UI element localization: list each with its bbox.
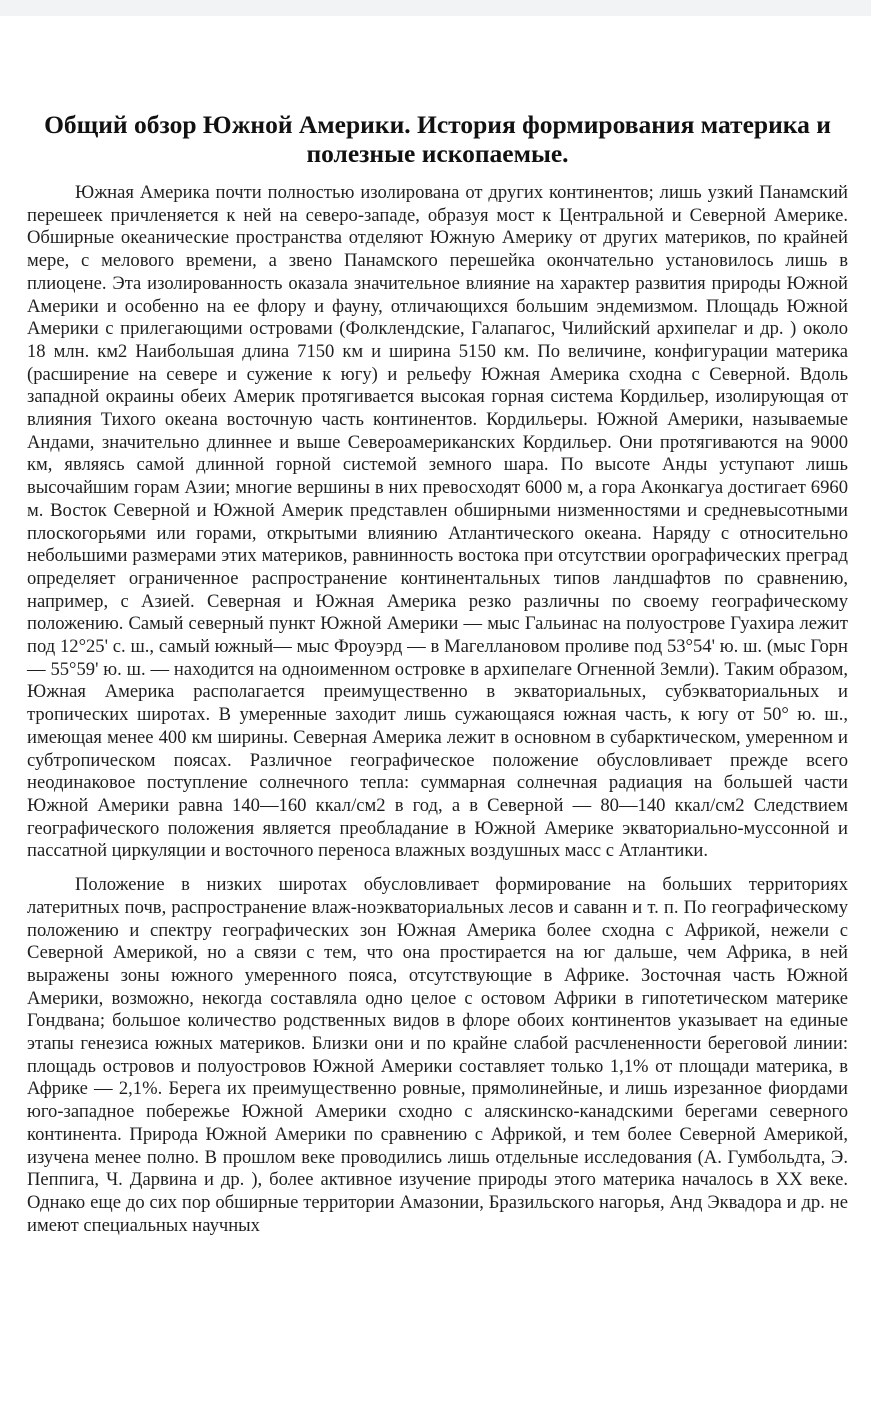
paragraph-1: Южная Америка почти полностью изолирована от других континентов; лишь узкий Панамский перешеек причленяется к ней на северо-западе, образуя мост к Центральной и Северной Америке. Обширные океанические пространства отделяют Южную Америку от других материков, по крайней мере, с мелового времени, а звено Панамского перешейка окончательно установилось лишь в плиоцене. Эта изолированность оказала значительное влияние на характер развития природы Южной Америки и особенно на ее флору и фауну, отличающихся большим эндемизмом. Площадь Южной Америки с прилегающими островами (Фолклендские, Галапагос, Чилийский архипелаг и др. ) около 18 млн. км2 Наибольшая длина 7150 км и ширина 5150 км. По величине, конфигурации материка (расширение на севере и сужение к югу) и рельефу Южная Америка сходна с Северной. Вдоль западной окраины обеих Америк протягивается высокая горная система Кордильер, изолирующая от влияния Тихого океана восточную часть континентов. Кордильеры. Южной Америки, называемые Андами, значительно длиннее и выше Североамериканских Кордильер. Они протягиваются на 9000 км, являясь самой длинной горной системой земного шара. По высоте Анды уступают лишь высочайшим горам Азии; многие вершины в них превосходят 6000 м, а гора Аконкагуа достигает 6960 м. Восток Северной и Южной Америк представлен обширными низменностями и средневысотными плоскогорьями или горами, открытыми влиянию Атлантического океана. Наряду с относительно небольшими размерами этих материков, равнинность востока при отсутствии орографических преград определяет ограниченное распространение континентальных типов ландшафтов по сравнению, например, с Азией. Северная и Южная Америка резко различны по своему географическому положению. Самый северный пункт Южной Америки — мыс Гальинас на полуострове Гуахира лежит под 12°25' с. ш., самый южный— мыс Фроуэрд — в Магеллановом проливе под 53°54' ю. ш. (мыс Горн — 55°59' ю. ш. — находится на одноименном островке в архипелаге Огненной Земли). Таким образом, Южная Америка располагается преимущественно в экваториальных, субэкваториальных и тропических широтах. В умеренные заходит лишь сужающаяся южная часть, к югу от 50° ю. ш., имеющая менее 400 км ширины. Северная Америка лежит в основном в субарктическом, умеренном и субтропическом поясах. Различное географическое положение обусловливает прежде всего неодинаковое поступление солнечного тепла: суммарная солнечная радиация на большей части Южной Америки равна 140—160 ккал/см2 в год, а в Северной — 80—140 ккал/см2 Следствием географического положения является преобладание в Южной Америке экваториально-муссонной и пассатной циркуляции и восточного переноса влажных воздушных масс с Атлантики.	[27, 182, 848, 862]
paragraph-2: Положение в низких широтах обусловливает формирование на больших территориях латеритных почв, распространение влаж-ноэкваториальных лесов и саванн и т. п. По географическому положению и спектру географических зон Южная Америка более сходна с Африкой, нежели с Северной Америкой, но а связи с тем, что она простирается на юг дальше, чем Африка, в ней выражены зоны южного умеренного пояса, отсутствующие в Африке. Зосточная часть Южной Америки, возможно, некогда составляла одно целое с остовом Африки в гипотетическом материке Гондвана; большое количество родственных видов в флоре обоих континентов указывает на единые этапы генезиса южных материков. Близки они и по крайне слабой расчлененности береговой линии: площадь островов и полуостровов Южной Америки составляет только 1,1% от площади материка, в Африке — 2,1%. Берега их преимущественно ровные, прямолинейные, и лишь изрезанное фиордами юго-западное побережье Южной Америки сходно с аляскинско-канадскими берегами северного континента. Природа Южной Америки по сравнению с Африкой, и тем более Северной Америкой, изучена менее полно. В прошлом веке проводились лишь отдельные исследования (А. Гумбольдта, Э. Пеппига, Ч. Дарвина и др. ), более активное изучение природы этого материка началось в XX веке. Однако еще до сих пор обширные территории Амазонии, Бразильского нагорья, Анд Эквадора и др. не имеют специальных научных	[27, 874, 848, 1236]
document-page	[27, 110, 848, 1237]
top-toolbar-strip	[0, 0, 871, 16]
document-title: Общий обзор Южной Америки. История формирования материка и полезные ископаемые.	[44, 110, 831, 168]
